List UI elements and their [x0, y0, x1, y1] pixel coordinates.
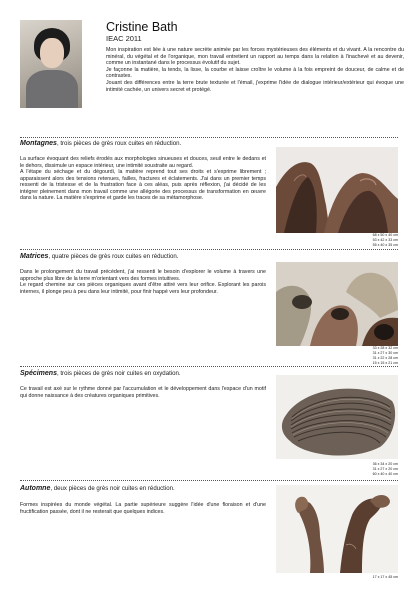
dimension-line: 68 x 50 x 40 cm — [372, 233, 398, 237]
photo-specimens — [276, 375, 398, 459]
dimensions-automne — [330, 575, 398, 580]
dimensions-montagnes — [330, 233, 398, 248]
section-title-matrices: Matrices, quatre pièces de grès roux cuites en réduction. — [20, 253, 179, 260]
section-divider — [20, 366, 398, 367]
section-paragraph: Ce travail est axé sur le rythme donné par l'accumulation et le développement dans l'espace d'un motif qui donne naissance à des créatures organiques primitives. — [20, 386, 266, 399]
section-divider — [20, 137, 398, 138]
photo-automne — [276, 485, 398, 573]
artist-portrait — [20, 20, 82, 108]
header-subtitle: IEAC 2011 — [106, 34, 142, 43]
dimension-line: 60 x 40 x 40 cm — [372, 472, 398, 476]
dimension-line: 53 x 42 x 33 cm — [372, 238, 398, 242]
section-text-montagnes — [20, 156, 266, 202]
section-paragraph: Le regard chemine sur ces pièces organiques avant d'être attiré vers leur orifice. Explorant les parois internes, il plonge peu à peu dans leur intimité, pour finir happé vers leur profondeur. — [20, 282, 266, 295]
dimension-line: 17 x 17 x 45 cm — [372, 575, 398, 579]
dimension-line: 31 x 27 x 30 cm — [372, 351, 398, 355]
section-divider — [20, 249, 398, 250]
intro-paragraph: Mon inspiration est liée à une nature secrète animée par les forces mystérieuses des éléments et du vivant. A la rencontre du minéral, du végétal et de l'organique, mon travail entretient un rapport au temps dans la relation à l'inachevé et au devenir, comme un instantané dans le processus évolutif du sujet. — [106, 47, 404, 67]
intro-text — [106, 47, 404, 93]
section-title-specimens: Spécimens, trois pièces de grès noir cuites en oxydation. — [20, 370, 181, 377]
section-text-specimens — [20, 386, 266, 399]
section-title-automne: Automne, deux pièces de grès noir cuites en réduction. — [20, 485, 175, 492]
dimension-line: 31 x 22 x 28 cm — [372, 356, 398, 360]
section-text-automne — [20, 502, 266, 515]
artist-name: Cristine Bath — [106, 20, 178, 34]
dimensions-matrices — [330, 346, 398, 366]
dimension-line: 33 x 28 x 32 cm — [372, 346, 398, 350]
section-title-montagnes: Montagnes, trois pièces de grès roux cuites en réduction. — [20, 140, 182, 147]
section-paragraph: A l'étape du séchage et du dégourdi, la matière reprend tout ses droits et s'exprime librement ; apparaissent alors des tensions retenues, failles, fractures et éclatements. J'ai dans un premier temps ressenti de la tristesse et de la frustration face à ces aléas, puis après réflexion, j'ai décidé de les intégrer pleinement dans mon travail comme une allégorie des processus de transformation en œuvre dans la nature. La matière s'exprime et garde les traces de sa métamorphose. — [20, 169, 266, 201]
section-paragraph: Formes inspirées du monde végétal. La partie supérieure suggère l'idée d'une floraison et d'une fructification passée, dont il ne resterait que quelques indices. — [20, 502, 266, 515]
intro-paragraph: Jouant des différences entre la terre brute texturée et l'émail, j'exprime l'idée de dialogue intérieur/extérieur qui évoque une intimité cachée, un univers secret et protégé. — [106, 79, 404, 93]
dimension-line: 15 x 15 x 21 cm — [372, 361, 398, 365]
section-text-matrices — [20, 269, 266, 295]
section-paragraph: La surface évoquant des reliefs érodés aux morphologies sinueuses et douces, seuil entre le dedans et le dehors, dissimule un espace intérieur, une intimité soustraite au regard. — [20, 156, 266, 169]
dimension-line: 31 x 27 x 20 cm — [372, 467, 398, 471]
dimension-line: 36 x 34 x 20 cm — [372, 462, 398, 466]
dimension-line: 55 x 40 x 35 cm — [372, 243, 398, 247]
section-divider — [20, 480, 398, 481]
photo-matrices — [276, 262, 398, 346]
section-paragraph: Dans le prolongement du travail précédent, j'ai ressenti le besoin d'explorer le volume à travers une approche plus libre de la terre m'orientant vers des formes intuitives. — [20, 269, 266, 282]
photo-montagnes — [276, 147, 398, 233]
intro-paragraph: Je façonne la matière, la tends, la lisse, la courbe et laisse croître le volume à la fois empreint de douceur, de calme et de contrastes. — [106, 66, 404, 80]
dimensions-specimens — [330, 462, 398, 477]
